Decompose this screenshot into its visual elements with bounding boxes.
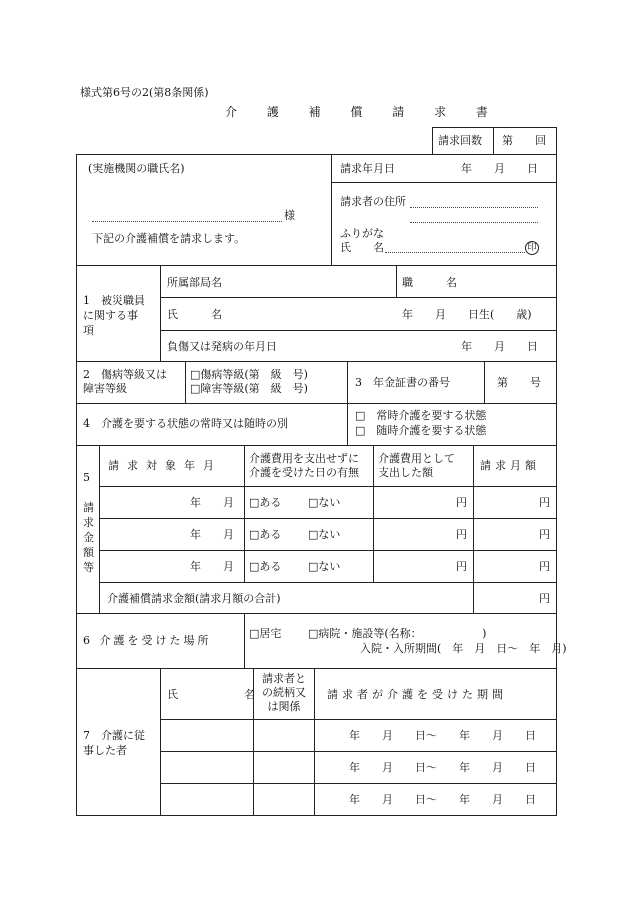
birth-date-field[interactable]: 年 月 日生( 歳) xyxy=(402,308,532,321)
expense-amount-field[interactable]: 円 xyxy=(456,528,467,541)
sec2-label: 2 傷病等級又は 障害等級 xyxy=(83,368,167,395)
total-claim-field[interactable]: 円 xyxy=(539,592,550,605)
sec5-label: 5 請 求 金 額 等 xyxy=(83,471,94,574)
constant-care-checkbox[interactable]: □ 常時介護を要する状態 xyxy=(355,409,487,422)
care-yes-checkbox[interactable]: □ある xyxy=(249,496,282,509)
care-period-field[interactable]: 年 月 日〜 年 月 日 xyxy=(349,761,536,774)
disability-grade-checkbox[interactable]: □障害等級(第 級 号) xyxy=(190,382,308,395)
care-yes-checkbox[interactable]: □ある xyxy=(249,560,282,573)
agency-label: (実施機関の職氏名) xyxy=(88,162,185,175)
address-field-1[interactable] xyxy=(410,207,538,208)
address-label: 請求者の住所 xyxy=(340,195,406,208)
monthly-claim-field[interactable]: 円 xyxy=(539,560,550,573)
header-target-month: 請求対象年月 xyxy=(108,459,222,472)
claimant-name-field[interactable] xyxy=(385,252,525,253)
sec6-label: 6 介護を受けた場所 xyxy=(83,634,212,647)
injury-date-label: 負傷又は発病の年月日 xyxy=(167,340,277,353)
employee-name-label: 氏 名 xyxy=(167,308,222,321)
hospital-checkbox[interactable]: □病院・施設等(名称： ) xyxy=(308,627,487,640)
page-title: 介 護 補 償 請 求 書 xyxy=(225,105,501,119)
pension-number-field[interactable]: 第 号 xyxy=(497,376,541,389)
claim-month-field[interactable]: 年 月 xyxy=(190,528,234,541)
address-field-2[interactable] xyxy=(410,222,538,223)
admission-period-field[interactable]: 入院・入所期間( 年 月 日〜 年 月) xyxy=(360,642,567,655)
seal-text: 印 xyxy=(525,241,539,255)
header-expense-amount: 介護費用として 支出した額 xyxy=(378,452,455,479)
care-yes-checkbox[interactable]: □ある xyxy=(249,528,282,541)
care-period-field[interactable]: 年 月 日〜 年 月 日 xyxy=(349,793,536,806)
total-claim-label: 介護補償請求金額(請求月額の合計) xyxy=(107,592,281,605)
injury-date-field[interactable]: 年 月 日 xyxy=(461,340,538,353)
care-period-field[interactable]: 年 月 日〜 年 月 日 xyxy=(349,729,536,742)
caregiver-name-header: 氏 名 xyxy=(167,688,255,701)
occasional-care-checkbox[interactable]: □ 随時介護を要する状態 xyxy=(355,424,487,437)
claimant-name-label: 氏 名 xyxy=(340,241,384,254)
sec7-label: 7 介護に従 事した者 xyxy=(83,729,145,757)
injury-grade-checkbox[interactable]: □傷病等級(第 級 号) xyxy=(190,368,308,381)
sec3-label: 3 年金証書の番号 xyxy=(355,376,450,389)
agency-name-field[interactable] xyxy=(92,221,282,222)
home-checkbox[interactable]: □居宅 xyxy=(249,627,282,640)
job-label: 職 名 xyxy=(402,276,457,289)
care-period-header: 請求者が介護を受けた期間 xyxy=(327,688,507,701)
sec1-label: 1 被災職員 に関する事 項 xyxy=(83,294,145,337)
care-no-checkbox[interactable]: □ない xyxy=(308,560,341,573)
monthly-claim-field[interactable]: 円 xyxy=(539,496,550,509)
furigana-label: ふりがな xyxy=(340,227,384,240)
sec4-label: 4 介護を要する状態の常時又は随時の別 xyxy=(83,417,288,430)
expense-amount-field[interactable]: 円 xyxy=(456,560,467,573)
claim-date-field[interactable]: 請求年月日 年 月 日 xyxy=(340,162,538,175)
header-no-expense-care: 介護費用を支出せずに 介護を受けた日の有無 xyxy=(249,452,359,479)
claim-month-field[interactable]: 年 月 xyxy=(190,560,234,573)
dept-label: 所属部局名 xyxy=(167,276,222,289)
claim-month-field[interactable]: 年 月 xyxy=(190,496,234,509)
expense-amount-field[interactable]: 円 xyxy=(456,496,467,509)
request-sentence: 下記の介護補償を請求します。 xyxy=(92,232,246,245)
claim-count-label: 請求回数 xyxy=(438,134,482,147)
sama-label: 様 xyxy=(284,209,295,222)
claim-count-value[interactable]: 第 回 xyxy=(502,134,546,147)
claim-form xyxy=(76,154,557,816)
header-monthly-claim: 請求月額 xyxy=(480,459,540,472)
care-no-checkbox[interactable]: □ない xyxy=(308,496,341,509)
seal-mark xyxy=(525,240,539,255)
relation-header: 請求者と の続柄又 は関係 xyxy=(262,672,306,713)
form-number: 様式第6号の2(第8条関係) xyxy=(80,86,209,99)
care-no-checkbox[interactable]: □ない xyxy=(308,528,341,541)
monthly-claim-field[interactable]: 円 xyxy=(539,528,550,541)
